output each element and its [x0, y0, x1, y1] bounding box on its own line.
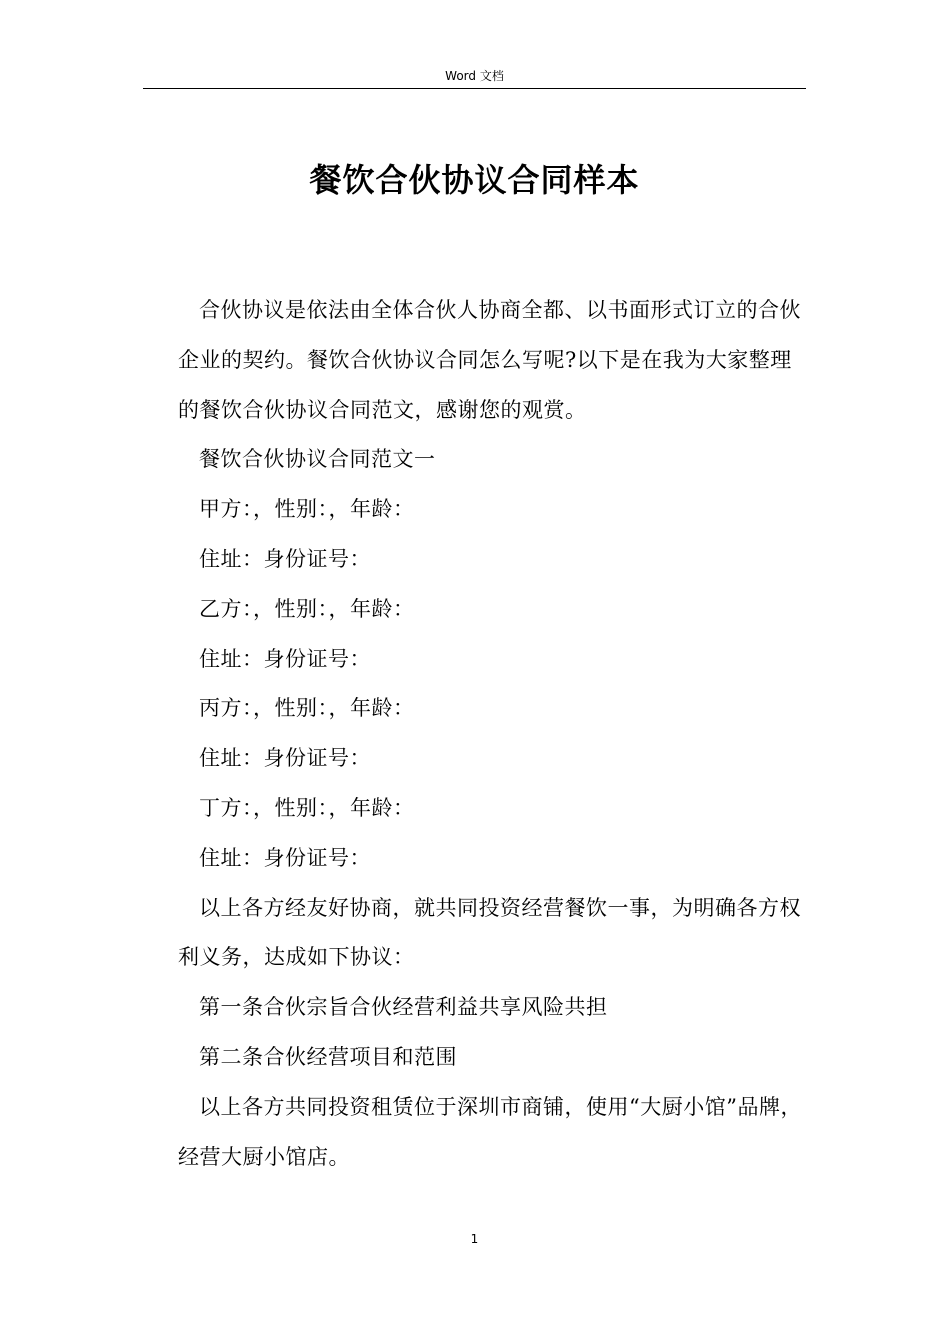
- party-b-address-line: 住址：身份证号：: [199, 646, 371, 671]
- header-label: Word 文档: [445, 69, 504, 83]
- party-a-address-line: 住址：身份证号：: [199, 546, 371, 571]
- article-two-body: 以上各方共同投资租赁位于深圳市商铺，使用“大厨小馆”品牌，经营大厨小馆店。: [178, 1094, 802, 1169]
- agreement-preamble: 以上各方经友好协商，就共同投资经营餐饮一事，为明确各方权利义务，达成如下协议：: [178, 895, 801, 970]
- party-c-line: 丙方：，性别：，年龄：: [199, 696, 415, 721]
- page-header: [143, 66, 806, 89]
- party-a-line: 甲方：，性别：，年龄：: [199, 497, 415, 522]
- article-one: 第一条合伙宗旨合伙经营利益共享风险共担: [199, 995, 608, 1020]
- document-title: 餐饮合伙协议合同样本: [309, 161, 640, 199]
- article-two: 第二条合伙经营项目和范围: [199, 1044, 457, 1069]
- party-b-line: 乙方：，性别：，年龄：: [199, 596, 415, 621]
- party-d-address-line: 住址：身份证号：: [199, 845, 371, 870]
- page-number: 1: [470, 1232, 479, 1246]
- document-body: [178, 286, 804, 1182]
- party-d-line: 丁方：，性别：，年龄：: [199, 795, 415, 820]
- intro-paragraph: 合伙协议是依法由全体合伙人协商全都、以书面形式订立的合伙企业的契约。餐饮合伙协议合同怎么写呢?以下是在我为大家整理的餐饮合伙协议合同范文，感谢您的观赏。: [178, 298, 801, 422]
- section-heading: 餐饮合伙协议合同范文一: [199, 447, 436, 472]
- party-c-address-line: 住址：身份证号：: [199, 746, 371, 771]
